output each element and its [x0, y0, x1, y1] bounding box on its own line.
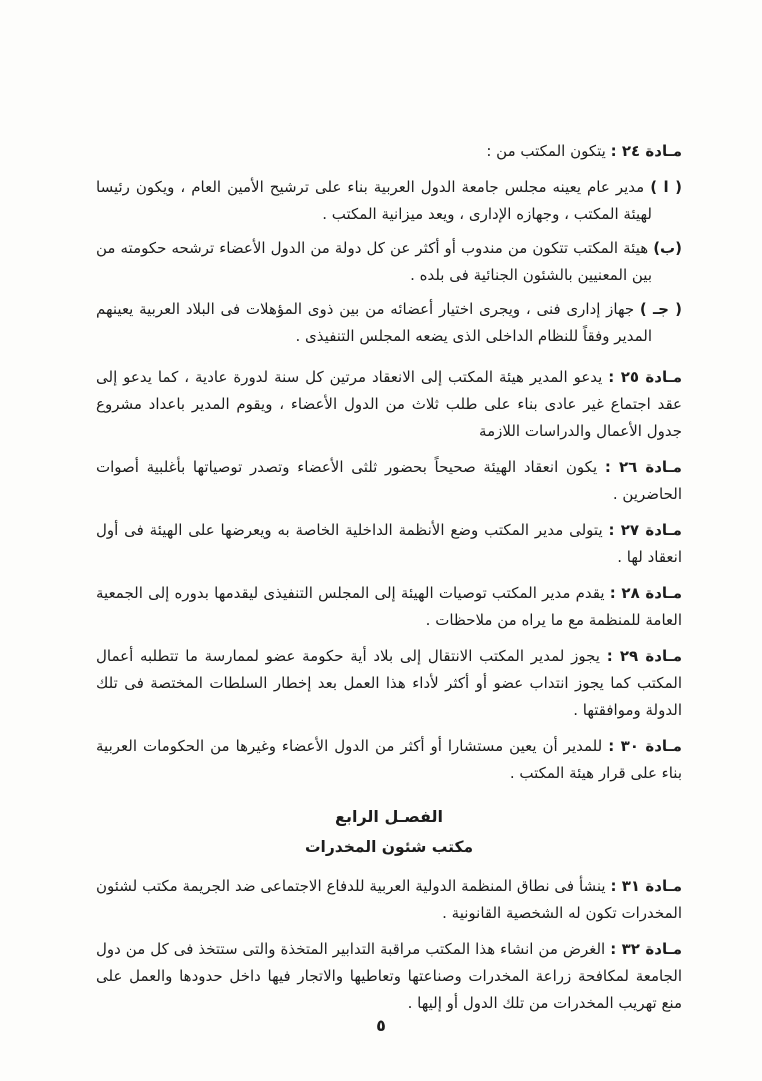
- clause-a-marker: ( ا ): [650, 178, 682, 196]
- article-27: [96, 517, 682, 571]
- article-30-body: للمدير أن يعين مستشارا أو أكثر من الدول الأعضاء وغيرها من الحكومات العربية بناء على قرار هيئة المكتب .: [96, 737, 682, 782]
- page-number: ٥: [376, 1016, 386, 1035]
- chapter-heading: الفصـل الرابع: [335, 807, 443, 826]
- article-29-label: مـادة ٢٩ :: [606, 647, 682, 665]
- article-30: [96, 733, 682, 787]
- article-26-label: مـادة ٢٦ :: [604, 458, 682, 476]
- clause-b-body: هيئة المكتب تتكون من مندوب أو أكثر عن كل دولة من الدول الأعضاء ترشحه حكومته من بين المعنيين بالشئون الجنائية فى بلده .: [96, 239, 652, 284]
- article-24-label: مـادة ٢٤ :: [610, 142, 682, 160]
- article-25-body: يدعو المدير هيئة المكتب إلى الانعقاد مرتين كل سنة لدورة عادية ، كما يدعو إلى عقد اجتماع غير عادى بناء على طلب ثلاث من الدول الأعضاء ، ويقوم المدير باعداد مشروع جدول الأعمال والدراسات اللازمة: [96, 368, 682, 440]
- article-32-body: الغرض من انشاء هذا المكتب مراقبة التدابير المتخذة والتى ستتخذ فى كل من دول الجامعة لمكافحة زراعة المخدرات وصناعتها وتعاطيها والاتجار فيها داخل حدودها والعمل على منع تهريب المخدرات من تلك الدول أو إليها .: [96, 940, 682, 1012]
- chapter-subheading: مكتب شئون المخدرات: [304, 838, 474, 856]
- article-28: [96, 580, 682, 634]
- article-25: [96, 364, 682, 445]
- article-28-label: مـادة ٢٨ :: [609, 584, 682, 602]
- article-28-body: يقدم مدير المكتب توصيات الهيئة إلى المجلس التنفيذى ليقدمها بدوره إلى الجمعية العامة للمنظمة مع ما يراه من ملاحظات .: [96, 584, 682, 629]
- article-29: [96, 643, 682, 724]
- article-31-label: مـادة ٣١ :: [610, 877, 682, 895]
- article-27-label: مـادة ٢٧ :: [608, 521, 682, 539]
- article-32: [96, 936, 682, 1017]
- clause-c-body: جهاز إدارى فنى ، ويجرى اختيار أعضائه من بين ذوى المؤهلات فى البلاد العربية يعينهم المدير وفقاً للنظام الداخلى الذى يضعه المجلس التنفيذى .: [96, 300, 652, 345]
- article-29-body: يجوز لمدير المكتب الانتقال إلى بلاد أية حكومة عضو لممارسة ما تتطلبه أعمال المكتب كما يجوز انتداب عضو أو أكثر لأداء هذا العمل بعد إخطار السلطات المختصة فى تلك الدولة وموافقتها .: [96, 647, 682, 719]
- article-24-clause-b: [96, 235, 682, 289]
- article-26-body: يكون انعقاد الهيئة صحيحاً بحضور ثلثى الأعضاء وتصدر توصياتها بأغلبية أصوات الحاضرين .: [96, 458, 682, 503]
- article-31-body: ينشأ فى نطاق المنظمة الدولية العربية للدفاع الاجتماعى ضد الجريمة مكتب لشئون المخدرات تكون له الشخصية القانونية .: [96, 877, 682, 922]
- document-content: [96, 138, 682, 1026]
- article-31: [96, 873, 682, 927]
- article-25-label: مـادة ٢٥ :: [608, 368, 682, 386]
- article-32-label: مـادة ٣٢ :: [610, 940, 682, 958]
- article-24-clause-c: [96, 296, 682, 350]
- article-27-body: يتولى مدير المكتب وضع الأنظمة الداخلية الخاصة به ويعرضها على الهيئة فى أول انعقاد لها .: [96, 521, 682, 566]
- article-30-label: مـادة ٣٠ :: [608, 737, 682, 755]
- clause-a-body: مدير عام يعينه مجلس جامعة الدول العربية بناء على ترشيح الأمين العام ، ويكون رئيسا لهيئة المكتب ، وجهازه الإدارى ، ويعد ميزانية المكتب .: [96, 178, 652, 223]
- clause-b-marker: (ب): [653, 239, 682, 257]
- article-24-body: يتكون المكتب من :: [486, 142, 606, 160]
- clause-c-marker: ( جـ ): [639, 300, 682, 318]
- article-26: [96, 454, 682, 508]
- article-24-clause-a: [96, 174, 682, 228]
- article-24: [96, 138, 682, 165]
